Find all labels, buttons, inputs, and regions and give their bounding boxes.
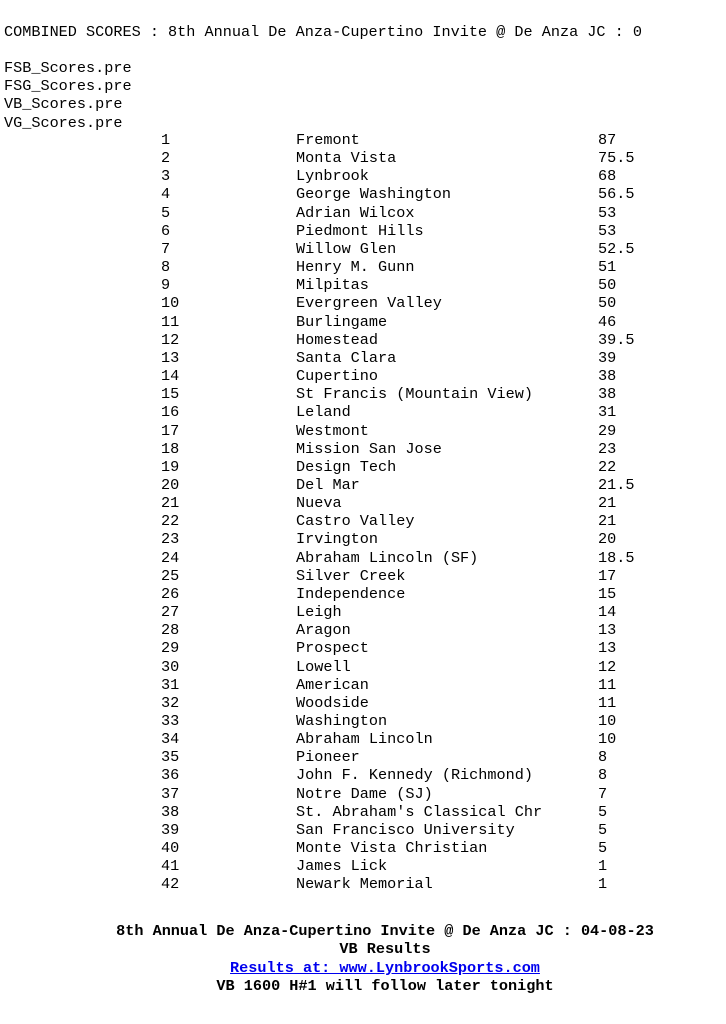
table-row [0, 185, 726, 203]
score-cell: 15 [598, 584, 617, 603]
table-row [0, 204, 726, 222]
table-row [0, 240, 726, 258]
table-row [0, 875, 726, 893]
school-cell: Fremont [296, 131, 360, 149]
table-row [0, 748, 726, 766]
school-cell: Aragon [296, 621, 351, 640]
rank-cell: 23 [161, 530, 180, 549]
school-cell: American [296, 675, 369, 694]
rank-cell: 35 [161, 748, 180, 767]
rank-cell: 34 [161, 730, 180, 749]
school-cell: Homestead [296, 330, 379, 349]
table-row [0, 676, 726, 694]
table-row [0, 385, 726, 403]
rank-cell: 40 [161, 839, 180, 858]
score-cell: 10 [598, 730, 617, 749]
table-row [0, 530, 726, 548]
table-row [0, 349, 726, 367]
school-cell: Burlingame [296, 312, 388, 331]
table-row [0, 313, 726, 331]
score-cell: 21 [598, 494, 617, 513]
score-cell: 52.5 [598, 239, 635, 258]
score-cell: 5 [598, 802, 608, 821]
school-cell: Independence [296, 584, 406, 603]
rank-cell: 12 [161, 330, 180, 349]
rank-cell: 41 [161, 857, 180, 876]
school-cell: Adrian Wilcox [296, 203, 415, 222]
school-cell: Leigh [296, 603, 342, 622]
school-cell: Design Tech [296, 457, 397, 476]
page-title: COMBINED SCORES : 8th Annual De Anza-Cupertino Invite @ De Anza JC : 0 [4, 23, 642, 41]
rank-cell: 27 [161, 603, 180, 622]
follow-up-note: VB 1600 H#1 will follow later tonight [216, 976, 554, 995]
rank-cell: 16 [161, 403, 180, 422]
rank-cell: 15 [161, 385, 180, 404]
rank-cell: 21 [161, 494, 180, 513]
score-cell: 50 [598, 294, 617, 313]
score-cell: 53 [598, 221, 617, 240]
table-row [0, 839, 726, 857]
rank-cell: 42 [161, 875, 180, 894]
score-cell: 87 [598, 131, 617, 149]
rank-cell: 25 [161, 566, 180, 585]
rank-cell: 13 [161, 348, 180, 367]
rank-cell: 32 [161, 693, 180, 712]
rank-cell: 11 [161, 312, 180, 331]
table-row [0, 458, 726, 476]
score-cell: 51 [598, 258, 617, 277]
score-cell: 21.5 [598, 475, 635, 494]
school-cell: Monta Vista [296, 149, 397, 168]
table-row [0, 331, 726, 349]
rank-cell: 36 [161, 766, 180, 785]
file-link-list [4, 59, 132, 132]
school-cell: Milpitas [296, 276, 369, 295]
school-cell: Irvington [296, 530, 379, 549]
score-cell: 1 [598, 857, 608, 876]
table-row [0, 639, 726, 657]
school-cell: Woodside [296, 693, 369, 712]
score-cell: 38 [598, 367, 617, 386]
file-link-vb-scores[interactable]: VB_Scores.pre [4, 95, 123, 114]
score-cell: 68 [598, 167, 617, 186]
table-row [0, 712, 726, 730]
score-cell: 50 [598, 276, 617, 295]
rank-cell: 38 [161, 802, 180, 821]
rank-cell: 33 [161, 712, 180, 730]
school-cell: George Washington [296, 185, 451, 204]
table-row [0, 422, 726, 440]
score-cell: 18.5 [598, 548, 635, 567]
school-cell: Castro Valley [296, 512, 415, 531]
score-cell: 1 [598, 875, 608, 894]
score-cell: 5 [598, 839, 608, 858]
table-row [0, 857, 726, 875]
score-cell: 21 [598, 512, 617, 531]
rank-cell: 39 [161, 820, 180, 839]
rank-cell: 31 [161, 675, 180, 694]
results-footer [0, 922, 726, 995]
rank-cell: 20 [161, 475, 180, 494]
rank-cell: 1 [161, 131, 171, 149]
school-cell: James Lick [296, 857, 388, 876]
school-cell: St. Abraham's Classical Chr [296, 802, 543, 821]
rank-cell: 3 [161, 167, 171, 186]
results-subtitle: VB Results [339, 940, 431, 959]
score-cell: 31 [598, 403, 617, 422]
table-row [0, 766, 726, 784]
rank-cell: 29 [161, 639, 180, 658]
rank-cell: 2 [161, 149, 171, 168]
rank-cell: 19 [161, 457, 180, 476]
file-link-vg-scores[interactable]: VG_Scores.pre [4, 113, 123, 132]
score-cell: 13 [598, 639, 617, 658]
file-link-fsg-scores[interactable]: FSG_Scores.pre [4, 77, 132, 96]
rank-cell: 24 [161, 548, 180, 567]
table-row [0, 785, 726, 803]
rank-cell: 10 [161, 294, 180, 313]
rank-cell: 9 [161, 276, 171, 295]
file-link-fsb-scores[interactable]: FSB_Scores.pre [4, 59, 132, 77]
school-cell: Lowell [296, 657, 351, 676]
score-cell: 8 [598, 766, 608, 785]
school-cell: Washington [296, 712, 388, 730]
school-cell: St Francis (Mountain View) [296, 385, 533, 404]
rank-cell: 5 [161, 203, 171, 222]
school-cell: Abraham Lincoln [296, 730, 433, 749]
school-cell: Abraham Lincoln (SF) [296, 548, 479, 567]
school-cell: Evergreen Valley [296, 294, 442, 313]
table-row [0, 131, 726, 149]
table-row [0, 167, 726, 185]
table-row [0, 621, 726, 639]
table-row [0, 494, 726, 512]
school-cell: Prospect [296, 639, 369, 658]
results-link[interactable]: Results at: www.LynbrookSports.com [230, 958, 540, 977]
school-cell: John F. Kennedy (Richmond) [296, 766, 533, 785]
table-row [0, 585, 726, 603]
school-cell: Henry M. Gunn [296, 258, 415, 277]
meet-title: 8th Annual De Anza-Cupertino Invite @ De Anza JC : 04-08-23 [116, 922, 654, 940]
school-cell: Mission San Jose [296, 439, 442, 458]
score-cell: 14 [598, 603, 617, 622]
score-cell: 12 [598, 657, 617, 676]
table-row [0, 512, 726, 530]
table-row [0, 567, 726, 585]
rank-cell: 37 [161, 784, 180, 803]
score-cell: 53 [598, 203, 617, 222]
school-cell: Leland [296, 403, 351, 422]
score-cell: 7 [598, 784, 608, 803]
score-cell: 29 [598, 421, 617, 440]
rank-cell: 4 [161, 185, 171, 204]
score-cell: 5 [598, 820, 608, 839]
score-cell: 10 [598, 712, 617, 730]
score-cell: 11 [598, 675, 617, 694]
school-cell: Monte Vista Christian [296, 839, 488, 858]
school-cell: Willow Glen [296, 239, 397, 258]
table-row [0, 821, 726, 839]
score-cell: 22 [598, 457, 617, 476]
table-row [0, 476, 726, 494]
school-cell: Lynbrook [296, 167, 369, 186]
rank-cell: 14 [161, 367, 180, 386]
school-cell: Westmont [296, 421, 369, 440]
table-row [0, 440, 726, 458]
table-row [0, 730, 726, 748]
school-cell: Notre Dame (SJ) [296, 784, 433, 803]
score-cell: 13 [598, 621, 617, 640]
rank-cell: 17 [161, 421, 180, 440]
table-row [0, 803, 726, 821]
score-cell: 56.5 [598, 185, 635, 204]
rank-cell: 6 [161, 221, 171, 240]
rank-cell: 22 [161, 512, 180, 531]
score-cell: 23 [598, 439, 617, 458]
score-cell: 46 [598, 312, 617, 331]
table-row [0, 276, 726, 294]
score-cell: 11 [598, 693, 617, 712]
rank-cell: 8 [161, 258, 171, 277]
table-row [0, 367, 726, 385]
school-cell: Piedmont Hills [296, 221, 424, 240]
rank-cell: 28 [161, 621, 180, 640]
rank-cell: 30 [161, 657, 180, 676]
score-cell: 39.5 [598, 330, 635, 349]
table-row [0, 658, 726, 676]
table-row [0, 694, 726, 712]
school-cell: Newark Memorial [296, 875, 433, 894]
school-cell: Santa Clara [296, 348, 397, 367]
combined-scores-table [0, 131, 726, 894]
rank-cell: 18 [161, 439, 180, 458]
score-cell: 8 [598, 748, 608, 767]
table-row [0, 222, 726, 240]
score-cell: 39 [598, 348, 617, 367]
school-cell: Silver Creek [296, 566, 406, 585]
rank-cell: 7 [161, 239, 171, 258]
table-row [0, 403, 726, 421]
school-cell: San Francisco University [296, 820, 515, 839]
school-cell: Nueva [296, 494, 342, 513]
score-cell: 20 [598, 530, 617, 549]
school-cell: Cupertino [296, 367, 379, 386]
school-cell: Del Mar [296, 475, 360, 494]
score-cell: 75.5 [598, 149, 635, 168]
rank-cell: 26 [161, 584, 180, 603]
table-row [0, 294, 726, 312]
table-row [0, 603, 726, 621]
school-cell: Pioneer [296, 748, 360, 767]
score-cell: 17 [598, 566, 617, 585]
table-row [0, 258, 726, 276]
table-row [0, 149, 726, 167]
score-cell: 38 [598, 385, 617, 404]
table-row [0, 549, 726, 567]
